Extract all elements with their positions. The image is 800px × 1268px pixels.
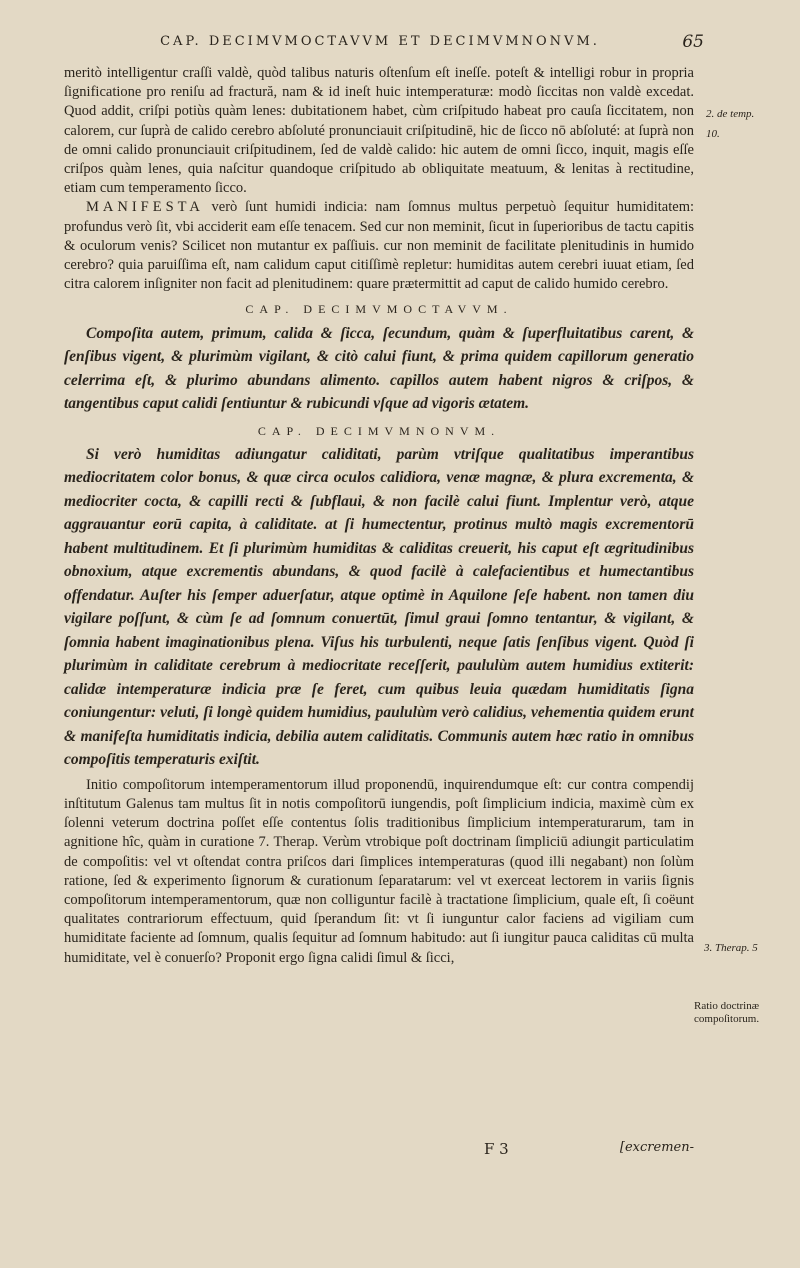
running-header: CAP. DECIMVMOCTAVVM ET DECIMVMNONVM. (160, 34, 600, 49)
paragraph-1: meritò intelligentur craſſi valdè, quòd talibus naturis oſtenſum eſt ineſſe. poteſt & intelligi robur in propria ſignificatione pro reniſu ad fractură, nam & id ineſt huic intemperaturæ: modò ſiccitas non valdè excedat. Quod addit, criſpi potiùs quàm lenes: dubitationem habet, cùm criſpitudo habeat pro cauſa ſiccitatem, non calorem, cur ſuprà de calido cerebro abſoluté pronunciauit criſpitudinē, hic de ſicco nō abſoluté: at ſuprà non de omni calido pronunciauit criſpitudinem, ſed de valdè calido: hic autem de omni ſicco, inquit, magis eſſe criſpos quàm lenes, quia naſcitur quandoque criſpitudo ab obliquitate meatuum, & lenitas à rectitudine, etiam cum temperamento ſicco. (64, 65, 694, 197)
paragraph-2-lead: MANIFESTA (86, 199, 204, 216)
paragraph-2 (64, 198, 694, 294)
catchword: [excremen- (619, 1140, 694, 1155)
margin-note-ratio: Ratio doctrinæ compoſitorum. (694, 1000, 760, 1025)
page-number: 65 (682, 32, 704, 52)
chapter-19-text-block (64, 443, 694, 772)
paragraph-2-text: verò ſunt humidi indicia: nam ſomnus multus perpetuò ſequitur humiditatem: profundus verò ſit, vbi acciderit eam eſſe tenacem. Sed cur non meminit, ſicut in ſuperioribus de tactu capitis & oculorum venis? Scilicet non mutantur ex paſſiuis. cur non meminit de facilitate plenitudinis in humido cerebro? quia paruiſſima eſt, nam calidum caput citiſſimè repletur: humiditas autem cerebri iuuat etiam, ſed citra calorem inſigniter non facit ad plenitudinem: quare prætermittit ad caput de calido humido cerebro. (64, 199, 694, 293)
chapter-18-text-block (64, 322, 694, 416)
main-text (64, 64, 694, 968)
chapter-19-text: Si verò humiditas adiungatur caliditati, parùm vtriſque qualitatibus imperantibus mediocritatem color bonus, & quæ circa oculos calidiora, venæ magnæ, & plura excrementa, & mediocriter cocta, & capilli recti & ſubflaui, & non facilè calui fiunt. Implentur verò, atque aggrauantur eorū capita, à caliditate. at ſi humectentur, protinus multò magis excrementorū habent multitudinem. Et ſi plurimùm humiditas & caliditas creuerit, his caput eſt ægritudinibus obnoxium, atque excrementis abundans, & quod facilè à calefacientibus et humectantibus offendatur. Auſter his ſemper aduerſatur, atque optimè in Aquilone ſeſe habent. non tamen diu vigilare poſſunt, & cùm ſe ad ſomnum conuertūt, ſimul graui ſomno tentantur, & vigilant, & ſomnia habent imaginationibus plena. Viſus his turbulenti, neque ſatis ſenſibus vigent. Quòd ſi plurimùm in caliditate cerebrum à mediocritate receſſerit, paululùm autem humidius extiterit: calidæ intemperaturæ indicia præ ſe feret, cum quibus leuia quædam humiditatis ſigna coniungentur: veluti, ſi longè quidem humidius, paululùm verò calidius, vehementia quidem erunt & manifeſta humiditatis indicia, debilia autem caliditatis. Communis autem hæc ratio in omnibus compoſitis temperaturis exiſtit. (64, 445, 694, 769)
chapter-18-heading: CAP. DECIMVMOCTAVVM. (245, 302, 513, 317)
signature-mark: F 3 (484, 1140, 509, 1158)
margin-note-therap: 3. Therap. 5 (704, 942, 758, 954)
chapter-19-heading: CAP. DECIMVMNONVM. (257, 423, 501, 438)
paragraph-3: Initio compoſitorum intemperamentorum illud proponendū, inquirendumque eſt: cur contra compendij inſtitutum Galenus tam multus ſit in notis compoſitorū iungendis, poſt ſimplicium indicia, maximè cùm ex ſolenni veterum doctrina poſſet eſſe contentus ſolis traditionibus ſimplicium intemperaturarum, tam in agnitione hîc, quàm in curatione 7. Therap. Verùm vtrobique poſt doctrinam ſimpliciū adiungit particulatim de compoſitis: vel vt oſtendat contra priſcos dari ſimplices intemperaturas (quod illi negabant) non ſolùm ratione, ſed & experimento ſignorum & curationum ſeparatarum: vel vt exerceat lectorem in variis ſignis compoſitorum intemperamentorum, quæ non colliguntur facilè à tractatione ſimplicium, quale eſt, ſi coëunt qualitates contrariorum effectuum, quid ſperandum ſit: vt ſi iunguntur calor faciens ad vigiliam cum humiditate faciente ad ſomnum, qualis ſequitur ad ſomnum habitudo: aut ſi iungitur pauca caliditas cū multa humiditate, vel è conuerſo? Proponit ergo ſigna calidi ſimul & ſicci, (64, 776, 694, 966)
margin-note-temp: 2. de temp. (706, 108, 755, 120)
margin-note-10: 10. (706, 128, 720, 140)
chapter-18-text: Compoſita autem, primum, calida & ſicca, ſecundum, quàm & ſuperfluitatibus carent, & ſenſibus vigent, & plurimùm vigilant, & citò calui fiunt, & prima quidem capillorum generatio celerrima eſt, & plurimo abundans alimento. capillos autem habent nigros & criſpos, & tangentibus caput calidi ſentiuntur & rubicundi vſque ad vigoris ætatem. (64, 324, 694, 413)
